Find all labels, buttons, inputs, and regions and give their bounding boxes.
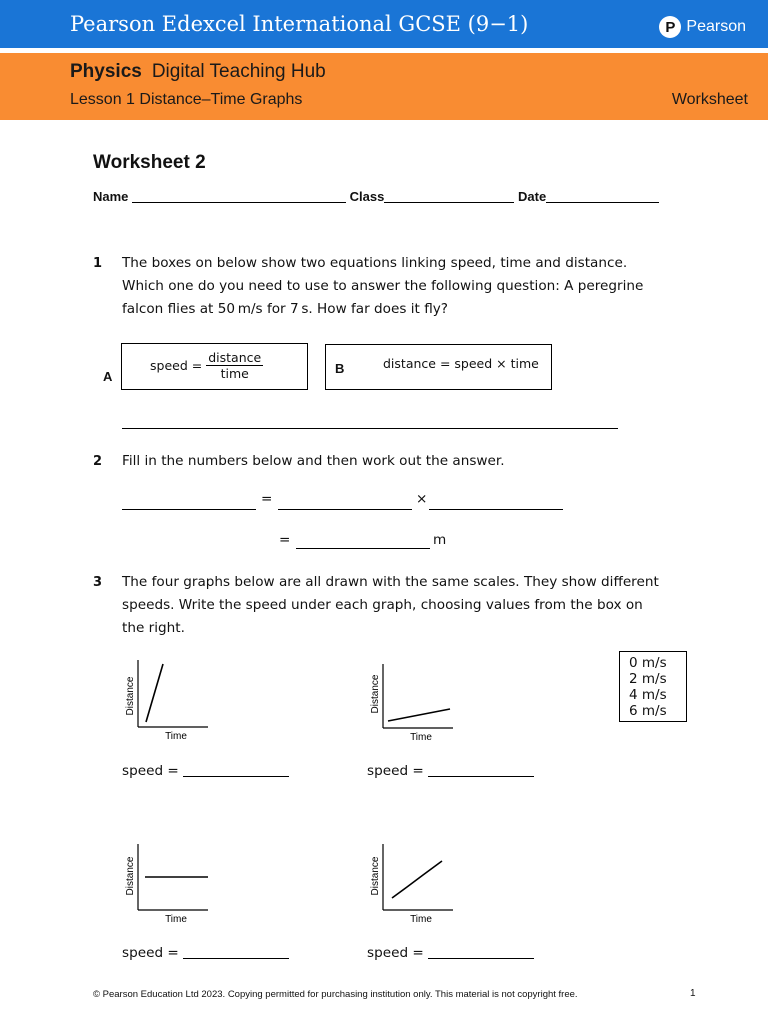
graph-1-line xyxy=(146,664,163,722)
speed-values-box xyxy=(619,651,687,722)
graph-2-line xyxy=(388,709,450,721)
graph-3-speed-blank[interactable] xyxy=(183,958,289,959)
q1-text: The boxes on below show two equations linking speed, time and distance. Which one do you need to use to answer the following question: A peregrine falcon flies at 50 m/s for 7 s. How far does it fly? xyxy=(122,255,644,317)
speed-value-0: 0 m/s xyxy=(629,655,667,671)
pearson-logo-text: Pearson xyxy=(686,18,746,35)
graph-2-speed-blank[interactable] xyxy=(428,776,534,777)
graph-3-speed-label: speed = xyxy=(122,945,289,961)
graph-1-steep xyxy=(118,656,218,746)
equation-box-b xyxy=(325,344,552,390)
q2-answer-equals: = xyxy=(279,532,291,548)
worksheet-title: Worksheet 2 xyxy=(93,152,206,173)
box-a-denominator: time xyxy=(220,366,249,381)
graph-3-flat xyxy=(118,840,218,928)
graph-4-medium xyxy=(363,840,463,928)
graph-2-y-label: Distance xyxy=(370,674,381,714)
date-label: Date xyxy=(518,189,547,204)
graph-3-y-label: Distance xyxy=(125,856,136,896)
class-label: Class xyxy=(349,189,385,204)
top-header-bar xyxy=(0,0,768,48)
name-field[interactable] xyxy=(132,202,346,203)
q3-text: The four graphs below are all drawn with the same scales. They show different speeds. Write the speed under each graph, choosing values from the box on the right. xyxy=(122,574,659,636)
q2-text: Fill in the numbers below and then work out the answer. xyxy=(122,453,505,469)
lesson-banner xyxy=(0,53,768,120)
q1-answer-line[interactable] xyxy=(122,427,618,429)
q2-unit: m xyxy=(433,532,447,548)
speed-value-4: 4 m/s xyxy=(629,687,667,703)
box-a-numerator: distance xyxy=(208,350,262,365)
graph-2-shallow xyxy=(363,660,463,746)
q2-answer-blank[interactable] xyxy=(296,547,430,549)
class-field[interactable] xyxy=(384,202,514,203)
doc-type-label: Worksheet xyxy=(671,91,748,108)
graph-4-speed-blank[interactable] xyxy=(428,958,534,959)
graph-1-speed-blank[interactable] xyxy=(183,776,289,777)
copyright-footer: © Pearson Education Ltd 2023. Copying permitted for purchasing institution only. This material is not copyright free. xyxy=(93,989,578,1000)
graph-1-y-label: Distance xyxy=(125,676,136,716)
graph-4-x-label: Time xyxy=(410,914,432,925)
q2-distance-blank[interactable] xyxy=(122,508,256,510)
name-class-date-line xyxy=(93,189,659,204)
pearson-logo xyxy=(659,16,746,38)
q1-number: 1 xyxy=(93,256,103,271)
q3-number: 3 xyxy=(93,575,103,590)
q2-number: 2 xyxy=(93,454,103,469)
lesson-title: Lesson 1 Distance–Time Graphs xyxy=(70,91,303,108)
graph-2-speed-label: speed = xyxy=(367,763,534,779)
graph-4-line xyxy=(392,861,442,898)
q2-time-blank[interactable] xyxy=(429,508,563,510)
subject-label: Physics xyxy=(70,61,142,82)
q2-equals-sign: = xyxy=(261,491,273,507)
q2-speed-blank[interactable] xyxy=(278,508,412,510)
speed-value-2: 2 m/s xyxy=(629,671,667,687)
hub-label: Digital Teaching Hub xyxy=(151,61,326,82)
pearson-logo-icon: P xyxy=(659,16,681,38)
speed-value-6: 6 m/s xyxy=(629,703,667,719)
graph-3-x-label: Time xyxy=(165,914,187,925)
header-title: Pearson Edexcel International GCSE (9−1) xyxy=(70,12,529,36)
box-a-label: A xyxy=(103,369,113,384)
box-a-lhs: speed = xyxy=(150,358,203,373)
graph-4-speed-label: speed = xyxy=(367,945,534,961)
graph-1-x-label: Time xyxy=(165,731,187,742)
distance-over-time-fraction xyxy=(206,350,263,381)
page-number: 1 xyxy=(690,988,696,999)
box-b-label: B xyxy=(335,361,345,376)
graph-2-x-label: Time xyxy=(410,732,432,743)
name-label: Name xyxy=(93,189,129,204)
date-field[interactable] xyxy=(546,202,659,203)
q2-times-sign: × xyxy=(416,491,428,507)
graph-1-speed-label: speed = xyxy=(122,763,289,779)
equation-box-a xyxy=(121,343,308,390)
graph-4-y-label: Distance xyxy=(370,856,381,896)
box-b-equation: distance = speed × time xyxy=(383,356,539,371)
